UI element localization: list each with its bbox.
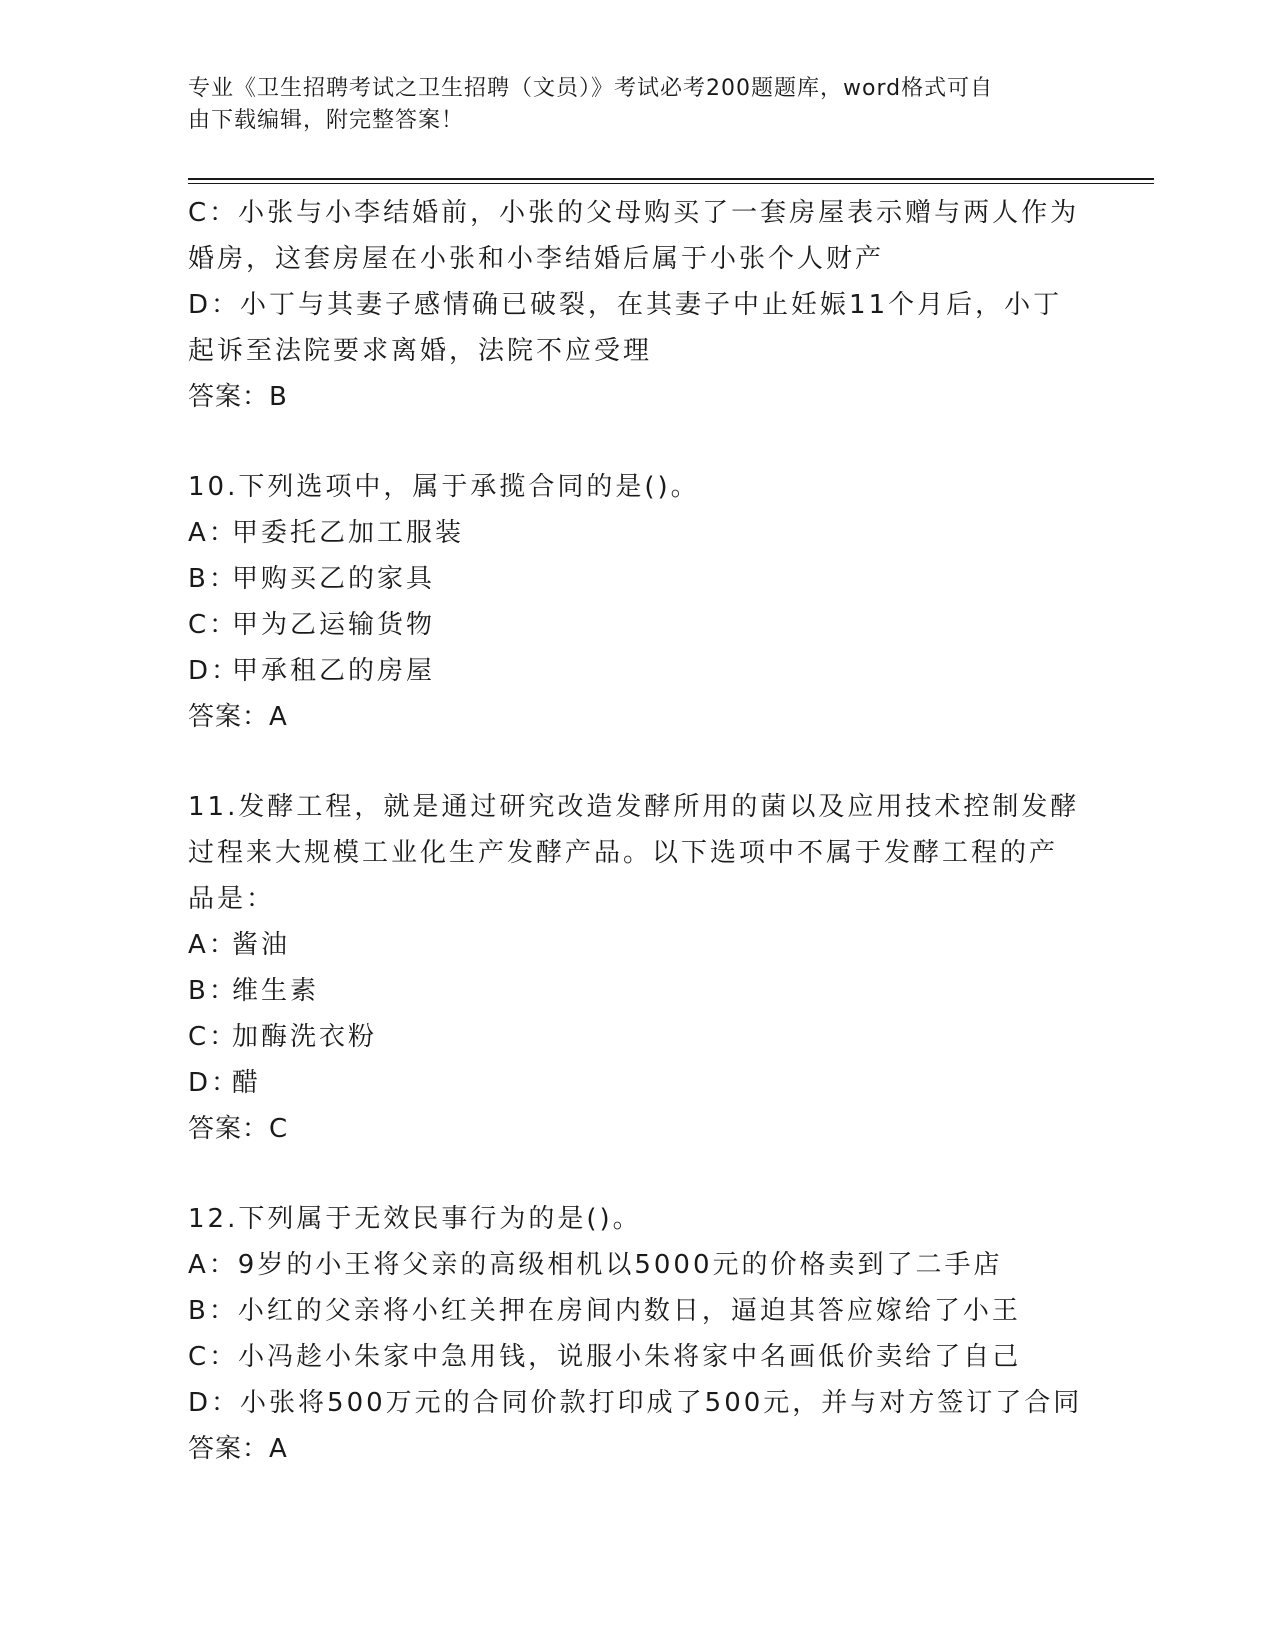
question-stem: 10.下列选项中，属于承揽合同的是()。 [188,472,700,502]
option-a: A：9岁的小王将父亲的高级相机以5000元的价格卖到了二手店 [188,1250,1003,1280]
option-c [188,602,1088,648]
question-12 [188,1196,1088,1472]
option-b: B：小红的父亲将小红关押在房间内数日，逼迫其答应嫁给了小王 [188,1296,1021,1326]
question-10 [188,464,1088,740]
option-text: 加酶洗衣粉 [232,1022,378,1052]
option-letter: B： [188,564,238,594]
option-text: 甲购买乙的家具 [232,564,436,594]
option-d [188,1060,1088,1106]
option-a [188,922,1088,968]
option-d-line-1: D：小丁与其妻子感情确已破裂，在其妻子中止妊娠11个月后，小丁 [188,290,1063,320]
question-spacer [188,420,1088,464]
question-stem-line-2: 过程来大规模工业化生产发酵产品。以下选项中不属于发酵工程的产 [188,838,1059,868]
answer-label: 答案：A [188,702,288,732]
answer-label: 答案：A [188,1434,288,1464]
option-text: 甲承租乙的房屋 [232,656,436,686]
question-stem-line-1: 11.发酵工程，就是通过研究改造发酵所用的菌以及应用技术控制发酵 [188,792,1080,822]
answer-label: 答案：B [188,382,288,412]
option-a [188,510,1088,556]
option-letter: D： [188,656,241,686]
option-b [188,556,1088,602]
option-letter: C： [188,610,239,640]
question-content [188,190,1088,1472]
option-letter: A： [188,518,238,548]
header-title-line-1: 专业《卫生招聘考试之卫生招聘（文员）》考试必考200题题库，word格式可自 [188,76,994,101]
option-letter: D： [188,1068,241,1098]
question-stem-line-3: 品是： [188,884,276,914]
option-c: C：小冯趁小朱家中急用钱，说服小朱将家中名画低价卖给了自己 [188,1342,1022,1372]
option-d-line-2: 起诉至法院要求离婚，法院不应受理 [188,336,653,366]
header-divider-thick [188,178,1154,180]
header-title-line-2: 由下载编辑，附完整答案！ [188,108,465,133]
option-letter: A： [188,930,238,960]
option-text: 醋 [232,1068,262,1098]
option-d: D：小张将500万元的合同价款打印成了500元，并与对方签订了合同 [188,1388,1083,1418]
option-text: 维生素 [232,976,320,1006]
option-c [188,1014,1088,1060]
option-c-line-2: 婚房，这套房屋在小张和小李结婚后属于小张个人财产 [188,244,885,274]
option-letter: C： [188,1022,239,1052]
header-divider-thin [188,183,1154,184]
option-b [188,968,1088,1014]
option-letter: B： [188,976,238,1006]
question-spacer [188,1152,1088,1196]
document-header [188,73,1068,137]
option-d [188,648,1088,694]
option-text: 酱油 [232,930,291,960]
option-text: 甲为乙运输货物 [232,610,436,640]
question-stem: 12.下列属于无效民事行为的是()。 [188,1204,642,1234]
question-spacer [188,740,1088,784]
option-text: 甲委托乙加工服装 [232,518,465,548]
question-9-continued [188,190,1088,420]
option-c-line-1: C：小张与小李结婚前，小张的父母购买了一套房屋表示赠与两人作为 [188,198,1080,228]
question-11 [188,784,1088,1152]
answer-label: 答案：C [188,1114,289,1144]
